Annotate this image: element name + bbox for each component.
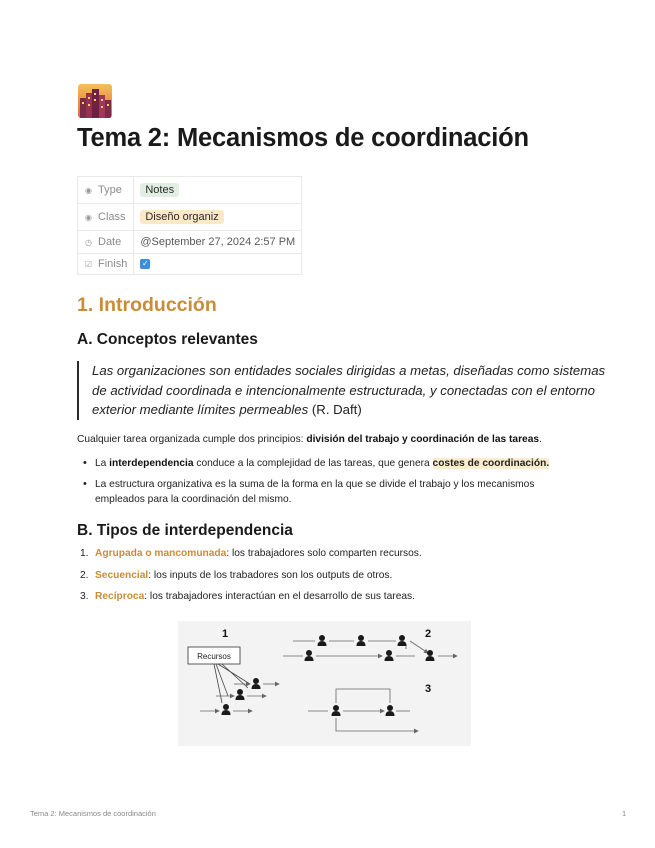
subheading-conceptos: A. Conceptos relevantes [77,331,258,348]
diagram-label-2: 2 [425,628,432,640]
city-skyline-icon-graphic [78,84,112,118]
property-name: ◉ Type [78,177,134,204]
interdependence-diagram [178,621,471,746]
footer-title: Tema 2: Mecanismos de coordinación [30,809,156,818]
property-name: ◉ Class [78,204,134,231]
page-number: 1 [622,809,627,818]
property-row-type [78,177,302,204]
finish-checkbox[interactable]: ✓ [141,259,149,269]
type-tag[interactable]: Notes [140,183,179,197]
property-value [134,254,302,275]
class-tag[interactable]: Diseño organiz [140,210,223,224]
property-row-date [78,231,302,254]
quote-block [77,361,612,420]
list-item: • La interdependencia conduce a la complejidad de las tareas, que genera costes de coordinación. [95,456,585,471]
section-heading-introduccion: 1. Introducción [77,294,217,316]
diagram-label-1: 1 [222,628,229,640]
circle-dot-icon: ◉ [85,186,92,195]
resources-box-label: Recursos [197,652,231,661]
circle-dot-icon: ◉ [85,213,92,222]
principles-paragraph: Cualquier tarea organizada cumple dos principios: división del trabajo y coordinación de las tareas. [77,434,542,445]
city-skyline-icon[interactable] [78,84,112,118]
numbered-item: 2. Secuencial: los inputs de los trabadores son los outputs de otros. [80,570,393,581]
quote-text: Las organizaciones son entidades sociales dirigidas a metas, diseñadas como sistemas de actividad coordinada e intencionalmente estructurada, y conectadas con el entorno exterior mediante límites permeables [92,363,606,417]
subheading-tipos: B. Tipos de interdependencia [77,522,293,539]
checkbox-icon: ☑ [84,260,93,269]
quote-cite: (R. Daft) [308,402,362,417]
property-name: ☑ Finish [78,254,134,275]
diagram-graphic [178,621,471,746]
property-row-finish [78,254,302,275]
numbered-item: 3. Recíproca: los trabajadores interactúan en el desarrollo de sus tareas. [80,591,415,602]
clock-icon: ◷ [85,238,92,247]
property-value[interactable] [134,204,302,231]
properties-table [77,176,302,275]
diagram-label-3: 3 [425,683,432,695]
property-value[interactable] [134,177,302,204]
property-row-class [78,204,302,231]
page-title: Tema 2: Mecanismos de coordinación [77,124,529,152]
list-item: • La estructura organizativa es la suma de la forma en la que se divide el trabajo y los mecanismos empleados para la coordinación del mismo. [95,477,585,507]
property-value[interactable]: @September 27, 2024 2:57 PM [134,231,302,254]
property-name: ◷ Date [78,231,134,254]
highlighted-text: costes de coordinación. [432,458,550,469]
numbered-item: 1. Agrupada o mancomunada: los trabajadores solo comparten recursos. [80,548,422,559]
